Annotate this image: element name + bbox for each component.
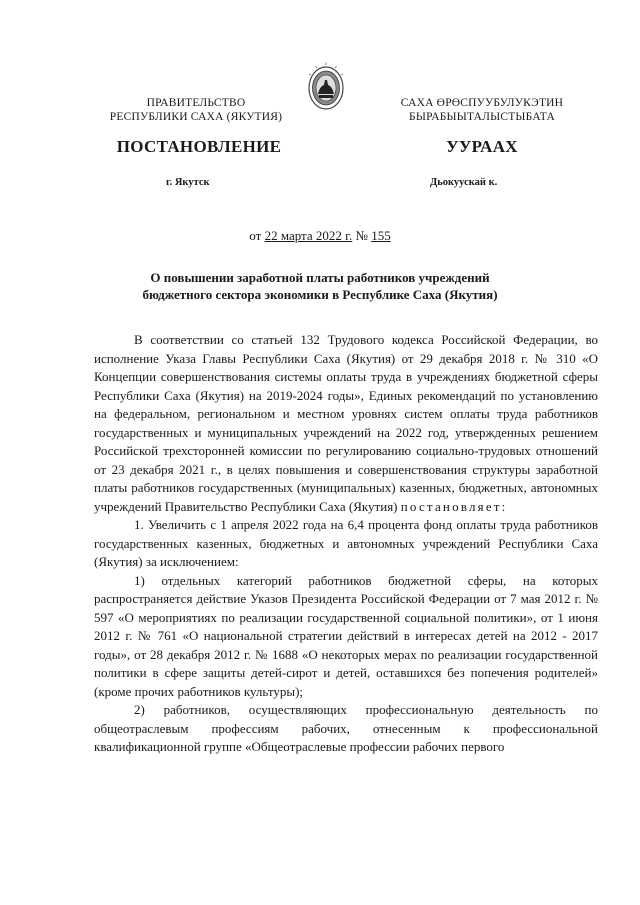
header-government-ru: [96, 96, 296, 124]
header-government-sakha: [372, 96, 592, 124]
title-line1: О повышении заработной платы работников учреждений: [150, 270, 490, 285]
decree-date-number: [150, 228, 490, 244]
paragraph-item-1: 1. Увеличить с 1 апреля 2022 года на 6,4 процента фонд оплаты труда работников государственных казенных, бюджетных и автономных учреждений Республики Саха (Якутия) за исключением:: [94, 517, 598, 569]
header-right-line1: САХА ӨРӨСПУУБУЛУКЭТИН: [400, 97, 564, 109]
paragraph-subitem-1: 1) отдельных категорий работников бюджетной сферы, на которых распространяется действие Указов Президента Российской Федерации от 7 мая 2012 г. № 597 «О мероприятиях по реализации государственной социальной политики», от 1 июня 2012 г. № 761 «О национальной стратегии действий в интересах детей на 2012 - 2017 годы», от 28 декабря 2012 г. № 1688 «О некоторых мерах по реализации государственной политики в сфере защиты детей-сирот и детей, оставшихся без попечения родителей» (кроме прочих работников культуры);: [94, 572, 598, 699]
preamble-verb: постановляет:: [400, 498, 508, 514]
decree-body: [94, 331, 598, 757]
decree-title: [100, 269, 540, 303]
number-sign: №: [352, 228, 372, 243]
header-right-line2: БЫРАБЫЫТАЛЫСТЫБАТА: [409, 111, 555, 123]
header-left-line1: ПРАВИТЕЛЬСТВО: [146, 97, 246, 109]
coat-of-arms-emblem: [306, 62, 346, 112]
date-prefix: от: [249, 228, 265, 243]
decree-date: 22 марта 2022 г.: [264, 228, 353, 243]
paragraph-subitem-2: 2) работников, осуществляющих профессиональную деятельность по общеотраслевым профессиям рабочих, отнесенным к профессиональной квалификационной группе «Общеотраслевые профессии рабочих первого: [94, 702, 598, 754]
city-sakha: Дьокуускай к.: [430, 177, 498, 188]
city-ru: г. Якутск: [166, 177, 210, 188]
header-left-line2: РЕСПУБЛИКИ САХА (ЯКУТИЯ): [109, 111, 283, 123]
doc-type-ru: ПОСТАНОВЛЕНИЕ: [116, 137, 282, 156]
paragraph-preamble: [94, 331, 598, 516]
decree-number: 155: [371, 228, 391, 243]
title-line2: бюджетного сектора экономики в Республике Саха (Якутия): [142, 287, 498, 302]
doc-type-sakha: УУРААХ: [446, 137, 518, 156]
preamble-text: В соответствии со статьей 132 Трудового кодекса Российской Федерации, во исполнение Указа Главы Республики Саха (Якутия) от 29 декабря 2018 г. № 310 «О Концепции совершенствования системы оплаты труда в учреждениях бюджетной сферы Республики Саха (Якутия) на 2019-2024 годы», Единых рекомендаций по установлению на федеральном, региональном и местном уровнях систем оплаты труда работников государственных и муниципальных учреждений на 2022 год, утвержденных решением Российской трехсторонней комиссии по регулированию социально-трудовых отношений от 23 декабря 2021 г., в целях повышения и совершенствования структуры заработной платы работников государственных (муниципальных) казенных, бюджетных, автономных учреждений Правительство Республики Саха (Якутия): [94, 332, 598, 514]
